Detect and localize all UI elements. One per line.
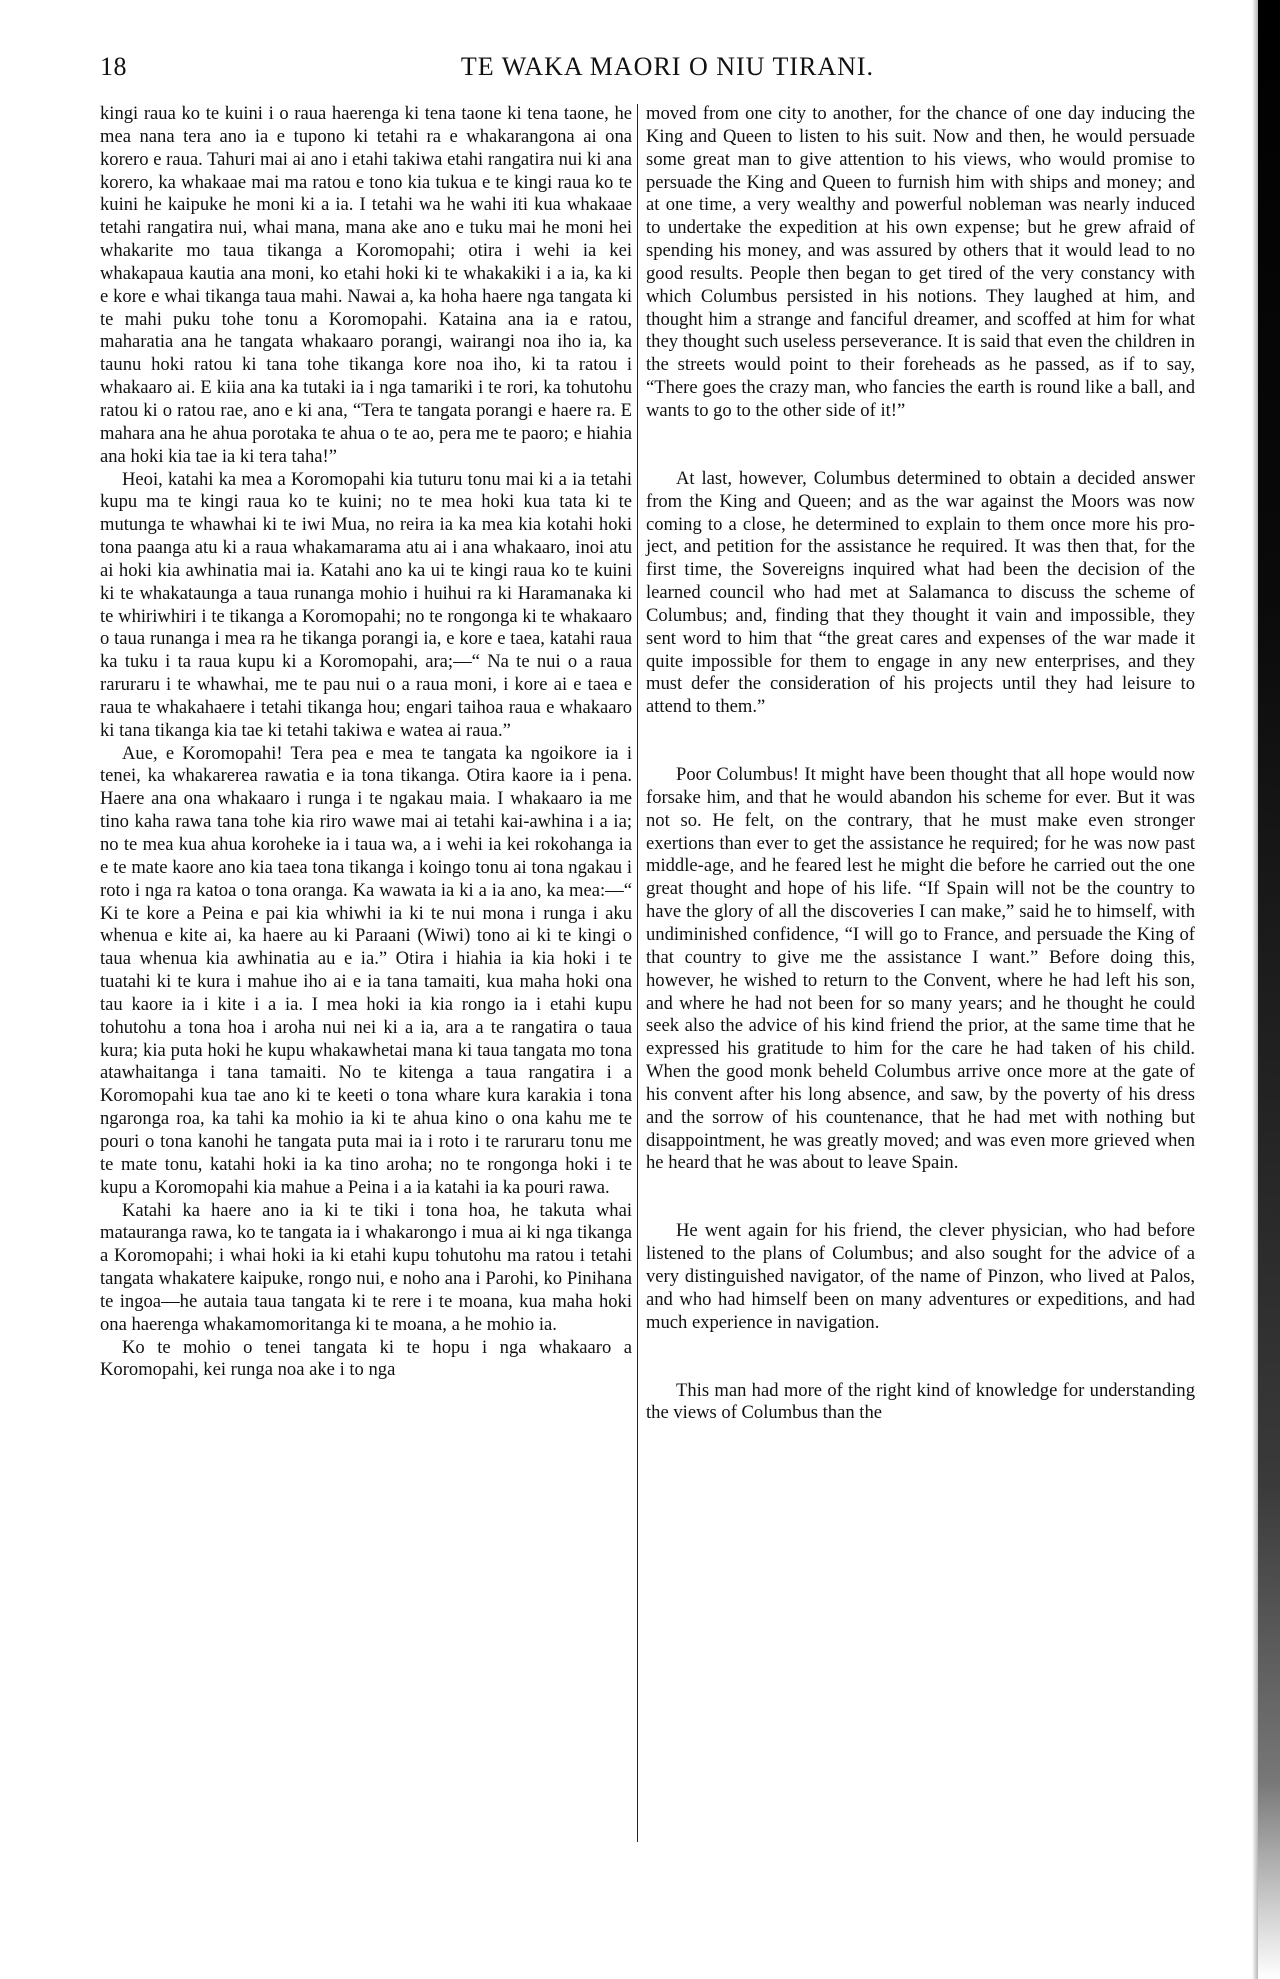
english-paragraph: At last, however, Columbus determined to obtain a decided answer from the King and Queen; and as the war against the Moors was now coming to a close, he determined to explain to them once more his project, and petition for the assistance he required. It was then that, for the first time, the Sovereigns inquired what had been the decision of the learned council who had met at Salamanca to discuss the scheme of Columbus; and, finding that they thought it vain and impossible, they sent word to him that “the great cares and expenses of the war made it quite impossible for them to engage in any new enterprises, and they must defer the consideration of his projects until they had leisure to attend to them.”	[646, 467, 1195, 718]
page-number: 18	[100, 52, 127, 81]
running-title: TE WAKA MAORI O NIU TIRANI.	[460, 52, 875, 81]
maori-paragraph: Ko te mohio o tenei tangata ki te hopu i nga whakaaro a Koromopahi, kei runga noa ake i to nga	[100, 1336, 632, 1381]
english-paragraph: This man had more of the right kind of knowledge for understanding the views of Columbus than the	[646, 1379, 1195, 1424]
maori-text-column	[100, 103, 632, 1382]
english-text-column	[646, 103, 1195, 1425]
column-divider-rule	[637, 104, 638, 1842]
maori-paragraph: kingi raua ko te kuini i o raua haerenga ki tena taone ki tena taone, he mea nana tera ano ia e tupono ki tetahi ra e whakarangona ai ona korero e raua. Tahuri mai ai ano i etahi takiwa etahi rangatira nui ki ana korero, ka whakaae mai ma ratou e tono kia tukua e te kingi raua ko te kuini he kaipuke he moni ki a ia. I tetahi wa he wahi iti kua whakaae tetahi rangatira nui, whai mana, mana ake ano e tuku mai he moni hei whakarite mo taua tikanga a Koromopahi; otira i wehi ia kei whakapaua kautia ana moni, ko etahi hoki ki te whakakiki i a ia, ka ki e kore e whai tikanga taua mahi. Nawai a, ka hoha haere nga tangata ki te mahi puku tohe tonu a Koromopahi. Kataina ana ia e ratou, maharatia ana he tangata whakaaro porangi, wairangi noa iho ia, ka taunu hoki ratou ki tana tohe tikanga kore noa iho, ki ta ratou i whakaaro ai. E kiia ana ka tutaki ia i nga tamariki i te rori, ka tohutohu ratou ki o ratou rae, ano e ki ana, “Tera te tangata porangi e haere ra. E mahara ana he ahua porotaka te ahua o te ao, pera me te paoro; e hiahia ana hoki kia tae ia ki tera taha!”	[100, 103, 632, 467]
english-paragraph: Poor Columbus! It might have been thought that all hope would now forsake him, and that he would abandon his scheme for ever. But it was not so. He felt, on the contrary, that he must make even stronger exertions than ever to get the assistance he required; for he was now past middle-age, and he feared lest he might die before he carried out the one great thought and hope of his life. “If Spain will not be the country to have the glory of all the discoveries I can make,” said he to himself, with undiminished confidence, “I will go to France, and persuade the King of that country to give me the assistance I want.” Before doing this, however, he wished to return to the Convent, where he had left his son, and where he had not been for so many years; and he thought he could seek also the advice of his kind friend the prior, at the same time that he expressed his gratitude to him for the care he had taken of his child. When the good monk beheld Columbus arrive once more at the gate of his convent after his long absence, and saw, by the poverty of his dress and the sorrow of his countenance, that he had met with nothing but disappointment, he was greatly moved; and was even more grieved when he heard that he was about to leave Spain.	[646, 764, 1195, 1174]
page-header	[100, 52, 1195, 88]
english-paragraph: moved from one city to another, for the chance of one day inducing the King and Queen to listen to his suit. Now and then, he would persuade some great man to give attention to his views, who would promise to persuade the King and Queen to furnish him with ships and money; and at one time, a very wealthy and powerful nobleman was nearly induced to undertake the expedition at his own expense; but he grew afraid of spending his money, and was assured by others that it would lead to no good results. People then began to get tired of the very constancy with which Columbus persisted in his notions. They laughed at him, and thought him a strange and fanciful dreamer, and scoffed at him for what they thought such useless perseverance. It is said that even the children in the streets would point to their foreheads as he passed, as if to say, “There goes the crazy man, who fancies the earth is round like a ball, and wants to go to the other side of it!”	[646, 103, 1195, 421]
maori-paragraph: Katahi ka haere ano ia ki te tiki i tona hoa, he takuta whai matauranga rawa, ko te tangata ia i whakarongo i mua ai ki nga tikanga a Koromopahi; i whai hoki ia ki etahi kupu tohutohu ma ratou i tetahi tangata whakatere kaipuke, rongo nui, e noho ana i Parohi, ko Pinihana te ingoa—he autaia taua tangata ki te rere i te moana, kua maha hoki ona haerenga whakamomoritanga ki te moana, a he mohio ia.	[100, 1199, 632, 1335]
maori-paragraph: Heoi, katahi ka mea a Koromopahi kia tuturu tonu mai ki a ia tetahi kupu ma te kingi raua ko te kuini; no te mea hoki kua tata ki te mutunga te whawhai ki te iwi Mua, no reira ia ka mea kia kotahi hoki tona paanga atu ki a raua whakamarama atu ai i ana whakaaro, inoi atu ai hoki kia awhinatia mai ia. Katahi ano ka ui te kingi raua ko te kuini ki te whakataunga a taua runanga mohio i huihui ra ki Haramanaka ki te whiriwhiri i te tikanga a Koromopahi; no te rongonga ki te whakaaro o taua runanga i mea ra he tikanga porangi ia, e kore e taea, katahi raua ka tuku i ta raua kupu ki a Koromopahi, ara;—“ Na te nui o a raua raruraru i te whawhai, me te pau nui o a raua moni, i kore ai e taea e raua te whakahaere i tetahi tikanga hou; engari taihoa raua e whakaaro ki tana tikanga kia tae ki tetahi takiwa e watea ai raua.”	[100, 468, 632, 741]
page-binding-shadow	[1258, 0, 1280, 1979]
maori-paragraph: Aue, e Koromopahi! Tera pea e mea te tangata ka ngoikore ia i tenei, ka whakarerea rawatia e ia tona tikanga. Otira kaore ia i pena. Haere ana ona whakaaro i runga i te ngakau maia. I whakaaro ia me tino kaha rawa tana tohe kia riro wawe mai ai tetahi kai-awhina i a ia; no te mea kua ahua koroheke ia i taua wa, a i wehi ia kei rokohanga ia e te mate kaore ano kia taea tona tikanga i koingo tonu ai tona ngakau i roto i nga ra katoa o tona oranga. Ka wawata ia ki a ia ano, ka mea:—“ Ki te kore a Peina e pai kia whiwhi ia ki te nui mona i runga i aku whenua e kite ai, ka haere au ki Paraani (Wiwi) tono ai ki te kingi o taua whenua kia awhinatia au e ia.” Otira i hiahia ia kia hoki i te tuatahi ki te kura i mahue iho ai e ia tana tamaiti, kua maha hoki ona tau kaore ia i kite i a ia. I mea hoki ia kia rongo ia i etahi kupu tohutohu a tona hoa i aroha nui nei ki a ia, ara a te rangatira o taua kura; kia puta hoki he kupu whakawhetai mana ki taua tangata mo tona atawhaitanga i tana tamaiti. No te kitenga a taua rangatira i a Koromopahi kua tae ano ki te keeti o tona whare kura karakia i tona ngaronga roa, ka tahi ka mohio ia ki te ahua kino o ona kahu me te pouri o tona kanohi he tangata puta mai ia i roto i te raruraru tonu me te mate tonu, katahi hoki ia ka tino aroha; no te rongonga hoki i te kupu a Koromopahi kia mahue a Peina i a ia katahi ia ka pouri rawa.	[100, 742, 632, 1198]
english-paragraph: He went again for his friend, the clever physician, who had before listened to the plans of Columbus; and also sought for the advice of a very distinguished navigator, of the name of Pinzon, who lived at Palos, and who had himself been on many adventures or expeditions, and had much experience in navigation.	[646, 1220, 1195, 1333]
